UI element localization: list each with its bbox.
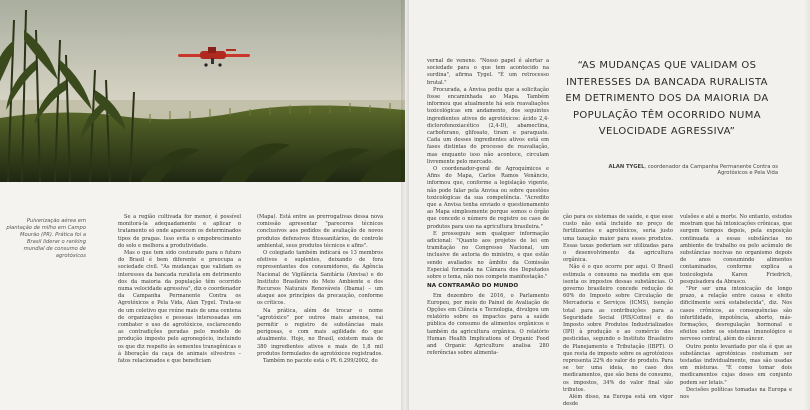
paragraph: Não é o que ocorre por aqui. O Brasil estimula o consumo na medida em que isenta os impostos dessas substâncias. O governo brasileiro concede redução de 60% do Imposto sobre Circulação de Mercadoria e Serviços (ICMS), isenção total para as contribuições para a Seguridade Social (PIS/Cofins) e do Imposto sobre Produtos Industrializados (IPI) à produção e ao comércio dos pesticidas, segundo o Instituto Brasileiro de Planejamento e Tributação (IBPT). O que resta de imposto sobre os agrotóxicos representa 22% do valor do produto. Para se ter uma ideia, no caso dos medicamentos, que são bens de consumo, os impostos, 34% do valor final são tributos. bbox=[563, 264, 673, 393]
paragraph: E prosseguiu sem qualquer informação adicional: "Quanto aos projetos de lei em tramitação no Congresso Nacional, um inclusive de autoria do ministro, e que estão sendo avaliados no âmbito da Comissão Especial formada na Câmara dos Deputados sobre o tema, não nos compete manifestação." bbox=[427, 230, 549, 281]
paragraph: Mas o que tem sido costurado para o futuro do Brasil é bem diferente e preocupa a sociedade civil. "As mudanças que validam os interesses da bancada ruralista em detrimento dos da maioria da população têm ocorrido numa velocidade agressiva", diz o coordenador da Campanha Permanente Contra os Agrotóxicos e Pela Vida, Alan Tygel. Trata-se de um coletivo que reúne mais de uma centena de organizações e pessoas interessadas em combater o uso de agrotóxicos, esclarecendo as contradições geradas pelo modelo de produção imposto pelo agronegócio, incluindo os que diz respeito às sementes transgênicas e à liberação da caça de animais silvestres – fatos relacionados e que beneficiam bbox=[118, 250, 241, 365]
attribution-role: , coordenador da Campanha Permanente Contra os Agrotóxicos e Pela Vida bbox=[644, 164, 778, 176]
article-column-2 bbox=[257, 214, 383, 365]
paragraph: ção para os sistemas de saúde, e que esse custo não está incluído no preço de fertilizantes e agrotóxicos, seria justo uma taxação maior para esses produtos. Essas taxas poderiam ser utilizadas para o desenvolvimento da agricultura orgânica. bbox=[563, 214, 673, 264]
attribution-author: ALAN TYGEL bbox=[608, 164, 645, 170]
cornfield-airplane-image bbox=[0, 0, 405, 182]
article-column-1 bbox=[118, 214, 241, 365]
page-edge-shadow bbox=[804, 0, 810, 410]
paragraph: Além disso, na Europa está em vigor desde bbox=[563, 394, 673, 408]
pull-quote-attribution bbox=[582, 164, 778, 176]
article-column-3 bbox=[427, 58, 549, 357]
paragraph: Em dezembro de 2016, o Parlamento Europeu, por meio do Painel de Avaliação de Opções em Ciência e Tecnologia, divulgou um relatório sobre os impactos para a saúde pública do consumo de alimentos orgânicos e também da agricultura orgânica. O relatório Human Health Implications of Organic Food and Organic Agriculture analisa 280 referências sobre alimenta- bbox=[427, 292, 549, 357]
paragraph: O colegiado também indicará os 13 membros efetivos e suplentes, deixando de fora representantes dos consumidores, da Agência Nacional de Vigilância Sanitária (Anvisa) e do Instituto Brasileiro do Meio Ambiente e dos Recursos Naturais Renováveis (Ibama) – um ataque aos princípios da precaução, conforme os críticos. bbox=[257, 250, 383, 307]
paragraph: Decisões políticas tomadas na Europa e nos bbox=[680, 386, 792, 401]
crop-duster-photo bbox=[0, 0, 405, 182]
paragraph: Se a região cultivada for menor, é possível monitorá-la adequadamente e aplicar o tratamento só onde aparecem os determinados tipos de pragas. Isso evita o empobrecimento do solo e melhora a produtividade. bbox=[118, 214, 241, 249]
article-column-4 bbox=[563, 214, 673, 408]
article-column-5 bbox=[680, 214, 792, 401]
photo-caption: Pulverização aérea em plantação de milho em Campo Mourão (PR). Prática foi a Brasil liderar o ranking mundial de consumo de agrotóxicos bbox=[6, 218, 86, 259]
paragraph: Na prática, além de trocar o nome "agrotóxico" por outros mais amenos, vai permitir o registro de substâncias mais perigosas, e com mais agilidade do que atualmente. Hoje, no Brasil, existem mais de 380 ingredientes ativos e mais de 1,8 mil produtos formulados de agrotóxicos registrados. bbox=[257, 307, 383, 357]
paragraph: Também no pacote está o PL 6.299/2002, do bbox=[263, 358, 378, 365]
paragraph: (Mapa). Está entre as prerrogativas dessa nova comissão apresentar "pareceres técnicos conclusivos aos pedidos de avaliação de novos produtos defensivos fitossanitários, de controle ambiental, seus produtos técnicos e afins". bbox=[257, 214, 383, 249]
pull-quote: “AS MUDANÇAS QUE VALIDAM OS INTERESSES DA BANCADA RURALISTA EM DETRIMENTO DOS DA MAIORIA DA POPULAÇÃO TÊM OCORRIDO NUMA VELOCIDADE AGRESSIVA” bbox=[565, 60, 769, 137]
paragraph: O coordenador-geral de Agroquímicos e Afins do Mapa, Carlos Ramos Venâncio, informou que, conforme a legislação vigente, não pode falar pela Anvisa ou sobre questões toxicológicas da sua competência. "Acredito que a Anvisa tenha enviado o questionamento ao Mapa simplesmente porque somos o órgão que concede o número de registro ou caso de produtos para uso na agricultura brasileira." bbox=[427, 166, 549, 230]
paragraph: vernal de veneno. "Nosso papel é alertar a sociedade para o que tem acontecido na surdina", afirma Tygel. "É um retrocesso brutal." bbox=[427, 58, 549, 86]
paragraph: Procurada, a Anvisa pediu que a solicitação fosse encaminhada ao Mapa. Também informou que atualmente há seis reavaliações toxicológicas em andamento, dos seguintes ingredientes ativos de agrotóxicos: ácido 2,4-diclorofenoxiacético (2,4-D), abamectina, carbofurano, glifosato, tiram e paraquate. Cada um desses ingredientes ativos está em fases distintas do processo de reavaliação, mas enquanto isso não acontece, circulam livremente pelo mercado. bbox=[427, 86, 549, 165]
paragraph: vulsões e até a morte. No entanto, estudos mostram que há intoxicações crônicas, que surgem tempos depois, pela exposição continuada a essas substâncias no ambiente de trabalho ou pelo acúmulo de substâncias nocivas no organismo depois de anos consumindo alimentos contaminados, conforme explica a toxicologista Karen Friedrich, pesquisadora da Abrasco. bbox=[680, 214, 792, 285]
paragraph: Outro ponto levantado por ela é que as substâncias agrotóxicas costumam ser testadas individualmente, mas são usadas em misturas. "É como tomar dois medicamentos cujas doses em conjunto podem ser letais." bbox=[680, 343, 792, 386]
paragraph: "Por ser uma intoxicação de longo prazo, a relação entre causa e efeito dificilmente será estabelecida", diz. Nos casos crônicos, as consequências são infertilidade, impotência, aborto, más-formações, desregulação hormonal e efeitos sobre os sistemas imunológico e nervoso central, além do câncer. bbox=[680, 286, 792, 343]
section-subhead: NA CONTRAMÃO DO MUNDO bbox=[427, 283, 519, 290]
page-gutter bbox=[401, 0, 409, 410]
